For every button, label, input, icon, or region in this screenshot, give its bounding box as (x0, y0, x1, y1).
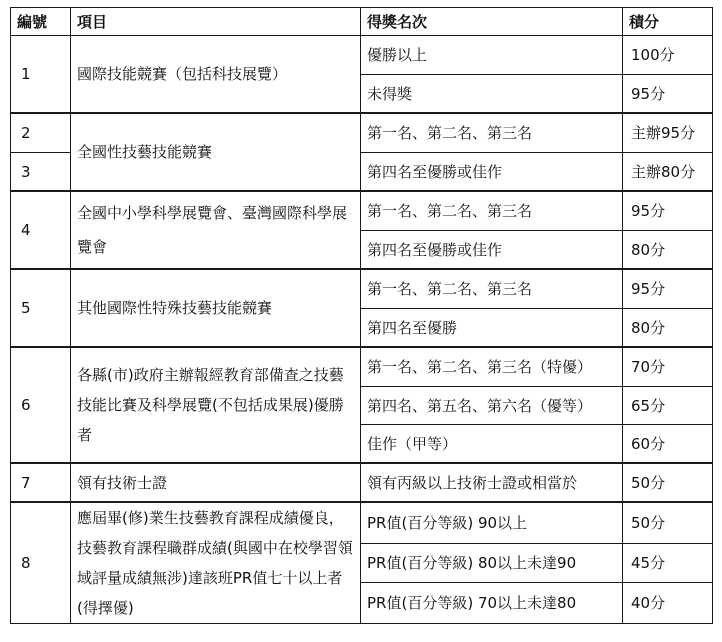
award-score: 50分 (623, 502, 713, 543)
table-row (11, 269, 713, 309)
row-num: 5 (11, 269, 71, 347)
row-num: 8 (11, 502, 71, 624)
award-score: 40分 (623, 583, 713, 624)
header-score: 積分 (623, 8, 713, 36)
row-num: 4 (11, 191, 71, 269)
award-score: 100分 (623, 36, 713, 75)
score-table (10, 7, 713, 624)
award-rank: 第四名至優勝或佳作 (361, 153, 623, 192)
table-row (11, 463, 713, 502)
row-item: 其他國際性特殊技藝技能競賽 (71, 269, 361, 347)
row-num: 6 (11, 347, 71, 463)
table-row (11, 36, 713, 75)
award-score: 95分 (623, 191, 713, 231)
award-rank: PR值(百分等級) 80以上未達90 (361, 543, 623, 583)
award-rank: 第一名、第二名、第三名 (361, 269, 623, 309)
award-rank: PR值(百分等級) 70以上未達80 (361, 583, 623, 624)
award-score: 60分 (623, 425, 713, 464)
award-score: 主辦95分 (623, 113, 713, 153)
award-rank: 第四名、第五名、第六名（優等） (361, 387, 623, 425)
row-num: 1 (11, 36, 71, 114)
award-rank: PR值(百分等級) 90以上 (361, 502, 623, 543)
award-score: 50分 (623, 463, 713, 502)
award-score: 95分 (623, 269, 713, 309)
award-rank: 第一名、第二名、第三名 (361, 191, 623, 231)
row-item: 全國性技藝技能競賽 (71, 113, 361, 191)
header-rank: 得獎名次 (361, 8, 623, 36)
table-row (11, 191, 713, 231)
award-score: 65分 (623, 387, 713, 425)
row-item: 全國中小學科學展覽會、臺灣國際科學展覽會 (71, 191, 361, 269)
award-score: 70分 (623, 347, 713, 387)
award-score: 主辦80分 (623, 153, 713, 192)
award-rank: 第一名、第二名、第三名 (361, 113, 623, 153)
award-rank: 第一名、第二名、第三名（特優） (361, 347, 623, 387)
row-item: 各縣(市)政府主辦報經教育部備查之技藝技能比賽及科學展覽(不包括成果展)優勝者 (71, 347, 361, 463)
header-item: 項目 (71, 8, 361, 36)
row-item: 應屆畢(修)業生技藝教育課程成績優良，技藝教育課程職群成績(與國中在校學習領域評量成績無涉)達該班PR值七十以上者(得擇優) (71, 502, 361, 624)
award-rank: 優勝以上 (361, 36, 623, 75)
row-num: 2 (11, 113, 71, 153)
award-rank: 領有丙級以上技術士證或相當於 (361, 463, 623, 502)
award-score: 45分 (623, 543, 713, 583)
table-row (11, 113, 713, 153)
award-rank: 佳作（甲等） (361, 425, 623, 464)
award-score: 80分 (623, 309, 713, 348)
table-row (11, 347, 713, 387)
award-rank: 未得獎 (361, 75, 623, 114)
row-item: 領有技術士證 (71, 463, 361, 502)
award-score: 95分 (623, 75, 713, 114)
row-item: 國際技能競賽（包括科技展覽） (71, 36, 361, 114)
award-score: 80分 (623, 231, 713, 270)
award-rank: 第四名至優勝 (361, 309, 623, 348)
table-row (11, 502, 713, 543)
row-num: 3 (11, 153, 71, 192)
header-num: 編號 (11, 8, 71, 36)
row-num: 7 (11, 463, 71, 502)
award-rank: 第四名至優勝或佳作 (361, 231, 623, 270)
